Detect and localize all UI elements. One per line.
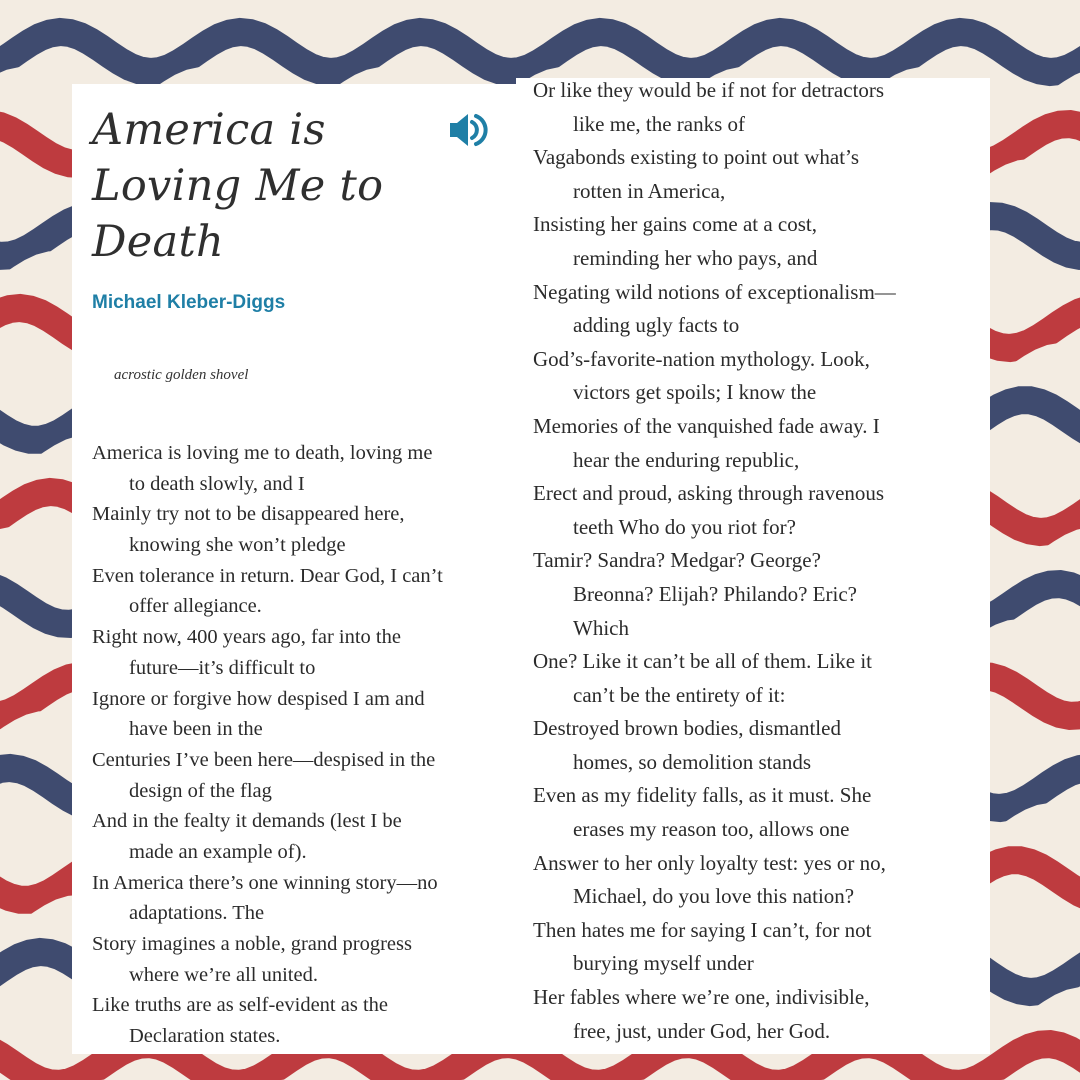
poem-column-right [533, 74, 983, 1048]
poem-line-continuation: erases my reason too, allows one [573, 817, 850, 842]
poem-line-continuation: victors get spoils; I know the [573, 380, 817, 405]
poem-line-continuation: Breonna? Elijah? Philando? Eric? [573, 581, 857, 606]
poem-line: Or like they would be if not for detractors [533, 78, 885, 102]
poem-line-continuation: where we’re all united. [129, 963, 318, 986]
poem-line-continuation: hear the enduring republic, [573, 447, 800, 472]
poem-line: Negating wild notions of exceptionalism— [533, 279, 896, 304]
speaker-icon [446, 110, 490, 150]
poem-line-continuation: Which [573, 615, 629, 640]
poem-line: Story imagines a noble, grand progress [92, 933, 412, 955]
title-line: America is [92, 105, 326, 155]
poem-line: God’s-favorite-nation mythology. Look, [533, 346, 870, 371]
poem-line-continuation: free, just, under God, her God. [573, 1018, 831, 1043]
poem-line: Even tolerance in return. Dear God, I can’t [92, 564, 443, 587]
poem-line: Like truths are as self-evident as the [92, 994, 388, 1017]
poem-line-continuation: adding ugly facts to [573, 313, 740, 338]
poem-line-continuation: teeth Who do you riot for? [573, 514, 796, 539]
poem-line-continuation: to death slowly, and I [129, 472, 305, 495]
poem-line: Right now, 400 years ago, far into the [92, 626, 401, 649]
poem-line: Answer to her only loyalty test: yes or no, [533, 850, 886, 875]
poem-title [92, 102, 422, 270]
poem-line: Destroyed brown bodies, dismantled [533, 716, 841, 741]
poem-line-continuation: have been in the [129, 718, 263, 741]
poem-line: Vagabonds existing to point out what’s [533, 145, 860, 170]
poem-line-continuation: design of the flag [129, 779, 272, 802]
author-link[interactable]: Michael Kleber-Diggs [92, 292, 286, 313]
poem-column-left [92, 438, 502, 1052]
poem-line: Erect and proud, asking through ravenous [533, 481, 885, 506]
poem-line-continuation: Declaration states. [129, 1025, 281, 1048]
poem-line: Ignore or forgive how despised I am and [92, 687, 425, 710]
title-line: Death [92, 217, 225, 267]
poem-line: Mainly try not to be disappeared here, [92, 503, 405, 526]
poem-line: America is loving me to death, loving me [92, 442, 433, 464]
poem-line-continuation: reminding her who pays, and [573, 245, 818, 270]
poem-line: Even as my fidelity falls, as it must. She [533, 783, 872, 808]
poem-line: One? Like it can’t be all of them. Like it [533, 649, 872, 674]
poem-line: Tamir? Sandra? Medgar? George? [533, 548, 821, 573]
audio-play-button[interactable] [446, 110, 490, 150]
poem-line-continuation: knowing she won’t pledge [129, 534, 346, 557]
poem-line-continuation: burying myself under [573, 951, 754, 976]
poem-line-continuation: like me, the ranks of [573, 111, 746, 136]
poem-line-continuation: future—it’s difficult to [129, 656, 316, 679]
title-line: Loving Me to [92, 161, 384, 211]
poem-line-continuation: made an example of). [129, 840, 307, 863]
poem-line-continuation: offer allegiance. [129, 595, 262, 618]
poem-line: Memories of the vanquished fade away. I [533, 413, 880, 438]
poem-line: Insisting her gains come at a cost, [533, 212, 818, 237]
poem-line: In America there’s one winning story—no [92, 871, 438, 894]
poem-line: Her fables where we’re one, indivisible, [533, 985, 870, 1010]
poem-line-continuation: adaptations. The [129, 902, 265, 925]
poem-line: Centuries I’ve been here—despised in the [92, 748, 436, 771]
poem-line: And in the fealty it demands (lest I be [92, 810, 402, 833]
poem-line-continuation: rotten in America, [573, 178, 726, 203]
poem-form-subtitle: acrostic golden shovel [114, 367, 249, 383]
poem-line-continuation: homes, so demolition stands [573, 749, 811, 774]
poem-line-continuation: Michael, do you love this nation? [573, 884, 855, 909]
poem-line: Then hates me for saying I can’t, for not [533, 917, 872, 942]
poem-line-continuation: can’t be the entirety of it: [573, 682, 786, 707]
